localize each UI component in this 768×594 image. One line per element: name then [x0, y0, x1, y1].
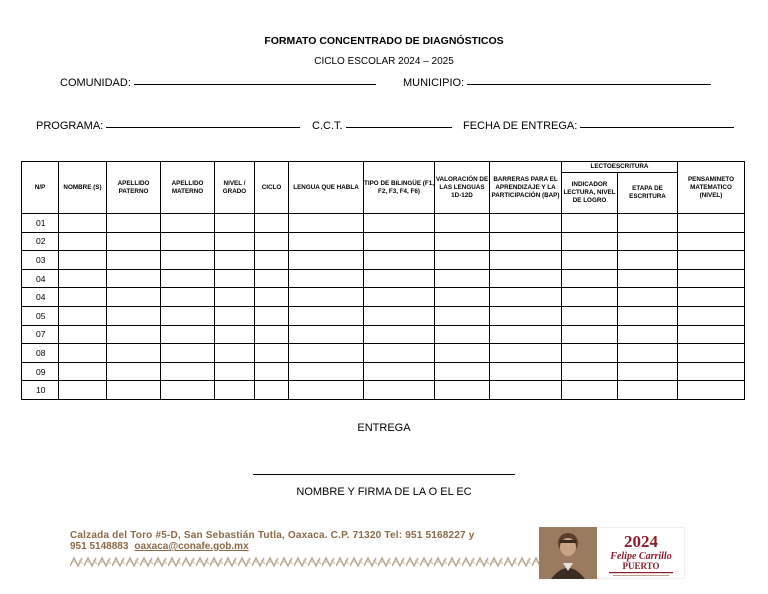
table-cell[interactable] — [562, 232, 618, 251]
table-cell[interactable] — [107, 306, 161, 325]
table-cell[interactable] — [289, 362, 364, 381]
header-pensamiento: PENSAMINETO MATEMATICO (NIVEL) — [678, 162, 745, 214]
table-row — [22, 325, 745, 344]
row-number-cell: 04 — [22, 288, 59, 307]
table-cell[interactable] — [490, 251, 562, 270]
header-nivel-grado: NIVEL / GRADO — [215, 162, 255, 214]
table-cell[interactable] — [255, 306, 289, 325]
table-cell[interactable] — [255, 325, 289, 344]
table-cell[interactable] — [435, 232, 490, 251]
table-cell[interactable] — [435, 381, 490, 400]
table-cell[interactable] — [289, 381, 364, 400]
programa-label: PROGRAMA: — [36, 120, 104, 132]
programa-blank[interactable] — [106, 127, 300, 128]
table-cell[interactable] — [161, 288, 215, 307]
row-number-cell: 02 — [22, 232, 59, 251]
table-cell[interactable] — [215, 344, 255, 363]
table-cell[interactable] — [215, 381, 255, 400]
table-cell[interactable] — [435, 344, 490, 363]
row-number-cell: 03 — [22, 251, 59, 270]
table-cell[interactable] — [215, 306, 255, 325]
table-cell[interactable] — [161, 251, 215, 270]
comunidad-blank[interactable] — [134, 84, 376, 85]
table-cell[interactable] — [562, 306, 618, 325]
municipio-label: MUNICIPIO: — [403, 77, 465, 89]
table-cell[interactable] — [161, 362, 215, 381]
table-cell[interactable] — [289, 251, 364, 270]
logo-name-text: Felipe Carrillo — [610, 551, 672, 562]
table-cell[interactable] — [364, 325, 435, 344]
programa-field[interactable] — [36, 120, 300, 132]
table-cell[interactable] — [435, 251, 490, 270]
table-cell[interactable] — [364, 381, 435, 400]
row-number-cell: 08 — [22, 344, 59, 363]
table-cell[interactable] — [364, 269, 435, 288]
header-valoracion: VALORACIÓN DE LAS LENGUAS 1D-12D — [435, 162, 490, 214]
row-number-cell: 04 — [22, 269, 59, 288]
table-cell[interactable] — [490, 288, 562, 307]
table-cell[interactable] — [490, 306, 562, 325]
table-cell[interactable] — [59, 344, 107, 363]
table-cell[interactable] — [678, 344, 745, 363]
table-cell[interactable] — [107, 251, 161, 270]
header-barreras: BARRERAS PARA EL APRENDIZAJE Y LA PARTICIPACIÓN (BAP) — [490, 162, 562, 214]
table-body — [22, 214, 745, 400]
diagnostics-table — [21, 161, 745, 400]
fecha-blank[interactable] — [580, 127, 734, 128]
signature-name-label: NOMBRE Y FIRMA DE LA O EL EC — [296, 486, 472, 498]
table-cell[interactable] — [618, 214, 678, 233]
table-cell[interactable] — [107, 269, 161, 288]
footer-phone: 951 5148883 — [70, 541, 129, 552]
table-cell[interactable] — [59, 269, 107, 288]
table-cell[interactable] — [107, 288, 161, 307]
table-cell[interactable] — [435, 288, 490, 307]
table-row — [22, 251, 745, 270]
table-cell[interactable] — [364, 306, 435, 325]
table-cell[interactable] — [490, 362, 562, 381]
table-row — [22, 269, 745, 288]
table-cell[interactable] — [618, 232, 678, 251]
table-cell[interactable] — [435, 362, 490, 381]
school-cycle: CICLO ESCOLAR 2024 – 2025 — [314, 56, 454, 67]
comunidad-field[interactable] — [60, 77, 376, 89]
table-cell[interactable] — [107, 214, 161, 233]
table-cell[interactable] — [289, 344, 364, 363]
table-cell[interactable] — [678, 306, 745, 325]
signature-line[interactable] — [253, 474, 515, 475]
table-cell[interactable] — [364, 362, 435, 381]
table-cell[interactable] — [289, 325, 364, 344]
table-cell[interactable] — [618, 269, 678, 288]
table-row — [22, 288, 745, 307]
table-row — [22, 232, 745, 251]
table-cell[interactable] — [562, 288, 618, 307]
table-cell[interactable] — [255, 269, 289, 288]
table-cell[interactable] — [289, 269, 364, 288]
table-cell[interactable] — [562, 325, 618, 344]
table-cell[interactable] — [678, 325, 745, 344]
table-cell[interactable] — [59, 381, 107, 400]
table-cell[interactable] — [678, 251, 745, 270]
table-cell[interactable] — [161, 232, 215, 251]
table-cell[interactable] — [161, 269, 215, 288]
table-cell[interactable] — [562, 362, 618, 381]
table-cell[interactable] — [364, 344, 435, 363]
table-cell[interactable] — [364, 251, 435, 270]
table-row — [22, 381, 745, 400]
table-cell[interactable] — [678, 362, 745, 381]
header-tipo-bilingue: TIPO DE BILINGÜE (F1, F2, F3, F4, F6) — [364, 162, 435, 214]
table-cell[interactable] — [618, 251, 678, 270]
cct-field[interactable] — [312, 120, 452, 132]
cct-label: C.C.T. — [312, 120, 343, 132]
comunidad-label: COMUNIDAD: — [60, 77, 131, 89]
table-cell[interactable] — [364, 214, 435, 233]
table-cell[interactable] — [161, 306, 215, 325]
table-cell[interactable] — [215, 288, 255, 307]
table-row — [22, 362, 745, 381]
table-cell[interactable] — [435, 306, 490, 325]
table-cell[interactable] — [215, 232, 255, 251]
table-cell[interactable] — [161, 214, 215, 233]
table-cell[interactable] — [255, 214, 289, 233]
table-cell[interactable] — [215, 214, 255, 233]
cct-blank[interactable] — [346, 127, 452, 128]
logo-name2-text: PUERTO — [622, 561, 660, 571]
footer-address: Calzada del Toro #5-D, San Sebastián Tutla, Oaxaca. C.P. 71320 Tel: 951 5168227 y — [70, 530, 475, 541]
table-cell[interactable] — [678, 214, 745, 233]
table-cell[interactable] — [562, 344, 618, 363]
document-title: FORMATO CONCENTRADO DE DIAGNÓSTICOS — [264, 35, 504, 47]
row-number-cell: 01 — [22, 214, 59, 233]
header-etapa: ETAPA DE ESCRITURA — [618, 173, 678, 214]
table-cell[interactable] — [678, 381, 745, 400]
table-cell[interactable] — [289, 214, 364, 233]
table-cell[interactable] — [562, 269, 618, 288]
table-cell[interactable] — [59, 232, 107, 251]
table-cell[interactable] — [59, 306, 107, 325]
municipio-field[interactable] — [403, 77, 711, 89]
table-cell[interactable] — [490, 232, 562, 251]
entrega-label: ENTREGA — [357, 422, 411, 434]
table-cell[interactable] — [255, 344, 289, 363]
fecha-field[interactable] — [463, 120, 734, 132]
table-cell[interactable] — [618, 325, 678, 344]
footer-pattern-decoration — [70, 556, 540, 568]
header-lengua: LENGUA QUE HABLA — [289, 162, 364, 214]
table-cell[interactable] — [678, 232, 745, 251]
table-cell[interactable] — [289, 232, 364, 251]
table-cell[interactable] — [161, 344, 215, 363]
header-apellido-materno: APELLIDO MATERNO — [161, 162, 215, 214]
header-apellido-paterno: APELLIDO PATERNO — [107, 162, 161, 214]
table-row — [22, 214, 745, 233]
table-cell[interactable] — [490, 344, 562, 363]
table-cell[interactable] — [618, 288, 678, 307]
table-cell[interactable] — [255, 381, 289, 400]
table-cell[interactable] — [255, 232, 289, 251]
table-cell[interactable] — [215, 251, 255, 270]
table-cell[interactable] — [161, 381, 215, 400]
table-cell[interactable] — [215, 362, 255, 381]
table-cell[interactable] — [107, 232, 161, 251]
table-cell[interactable] — [215, 325, 255, 344]
conafe-2024-logo — [539, 527, 685, 579]
table-row — [22, 344, 745, 363]
table-cell[interactable] — [618, 306, 678, 325]
table-cell[interactable] — [215, 269, 255, 288]
row-number-cell: 09 — [22, 362, 59, 381]
footer-contact — [70, 541, 249, 552]
table-cell[interactable] — [289, 306, 364, 325]
table-cell[interactable] — [562, 214, 618, 233]
table-cell[interactable] — [618, 381, 678, 400]
table-cell[interactable] — [678, 269, 745, 288]
table-cell[interactable] — [255, 251, 289, 270]
felipe-carrillo-puerto-emblem — [539, 527, 685, 579]
table-cell[interactable] — [107, 344, 161, 363]
table-cell[interactable] — [678, 288, 745, 307]
row-number-cell: 07 — [22, 325, 59, 344]
logo-year-text: 2024 — [624, 532, 658, 551]
table-cell[interactable] — [255, 362, 289, 381]
table-cell[interactable] — [289, 288, 364, 307]
table-cell[interactable] — [618, 362, 678, 381]
table-cell[interactable] — [435, 325, 490, 344]
table-cell[interactable] — [562, 251, 618, 270]
municipio-blank[interactable] — [467, 84, 711, 85]
header-indicador: INDICADOR LECTURA, NIVEL DE LOGRO — [562, 173, 618, 214]
table-cell[interactable] — [59, 214, 107, 233]
table-cell[interactable] — [161, 325, 215, 344]
table-cell[interactable] — [364, 288, 435, 307]
header-np: N/P — [22, 162, 59, 214]
table-cell[interactable] — [562, 381, 618, 400]
table-cell[interactable] — [59, 288, 107, 307]
table-cell[interactable] — [107, 381, 161, 400]
table-cell[interactable] — [59, 325, 107, 344]
table-cell[interactable] — [490, 269, 562, 288]
table-cell[interactable] — [618, 344, 678, 363]
table-cell[interactable] — [59, 362, 107, 381]
header-nombre: NOMBRE (S) — [59, 162, 107, 214]
row-number-cell: 10 — [22, 381, 59, 400]
table-cell[interactable] — [435, 269, 490, 288]
table-cell[interactable] — [107, 325, 161, 344]
fecha-label: FECHA DE ENTREGA: — [463, 120, 578, 132]
header-lectoescritura: LECTOESCRITURA — [562, 162, 678, 173]
table-cell[interactable] — [364, 232, 435, 251]
row-number-cell: 05 — [22, 306, 59, 325]
table-cell[interactable] — [59, 251, 107, 270]
table-cell[interactable] — [107, 362, 161, 381]
footer-email[interactable]: oaxaca@conafe.gob.mx — [134, 541, 249, 552]
table-cell[interactable] — [490, 214, 562, 233]
header-ciclo: CICLO — [255, 162, 289, 214]
table-cell[interactable] — [490, 325, 562, 344]
table-cell[interactable] — [490, 381, 562, 400]
table-row — [22, 306, 745, 325]
table-cell[interactable] — [435, 214, 490, 233]
table-cell[interactable] — [255, 288, 289, 307]
